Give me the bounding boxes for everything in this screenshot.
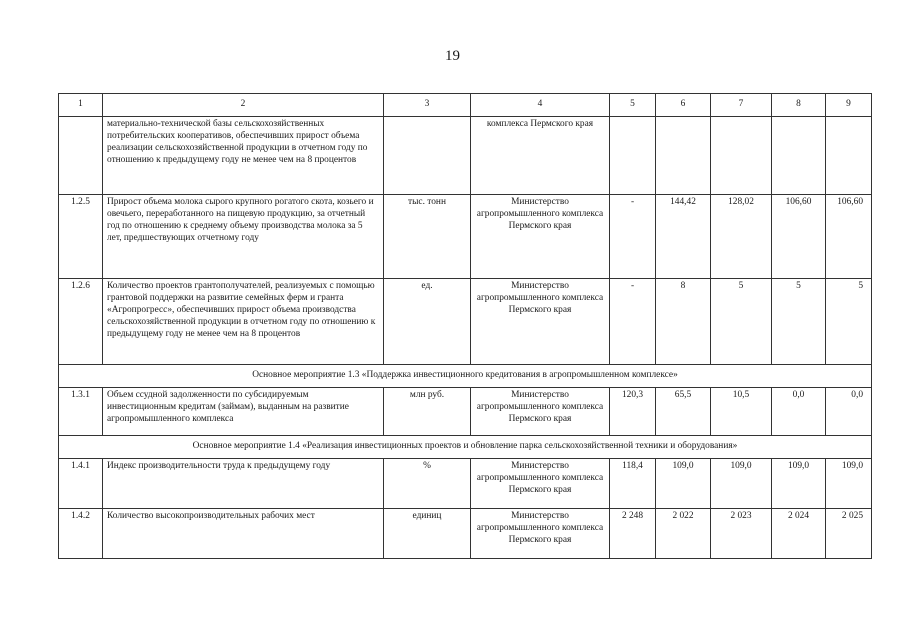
- value-cell: 128,02: [711, 195, 772, 279]
- indicator-name: Количество проектов грантополучателей, реализуемых с помощью грантовой поддержки на развитие семейных ферм и гранта «Агропрогресс», обеспечивших прирост объема производства сельскохозяйственной продукции в отчетном году по отношению к предыдущему году не менее чем на 8 процентов: [103, 279, 384, 365]
- header-cell: 7: [711, 94, 772, 117]
- indicator-name: Прирост объема молока сырого крупного рогатого скота, козьего и овечьего, переработанного на пищевую продукцию, за отчетный год по отношению к среднему объему производства молока за 5 лет, предшествующих отчетному году: [103, 195, 384, 279]
- responsible-cell: комплекса Пермского края: [471, 117, 610, 195]
- table-header-row: [59, 94, 872, 117]
- value-cell: 5: [826, 279, 872, 365]
- unit-cell: тыс. тонн: [384, 195, 471, 279]
- value-cell: 0,0: [772, 388, 826, 436]
- indicators-table: [58, 93, 872, 559]
- responsible-cell: Министерство агропромышленного комплекса Пермского края: [471, 509, 610, 559]
- value-cell: [826, 117, 872, 195]
- table-row: [59, 459, 872, 509]
- header-cell: 8: [772, 94, 826, 117]
- value-cell: 144,42: [656, 195, 711, 279]
- section-title: Основное мероприятие 1.4 «Реализация инвестиционных проектов и обновление парка сельскохозяйственной техники и оборудования»: [59, 436, 872, 459]
- responsible-cell: Министерство агропромышленного комплекса Пермского края: [471, 388, 610, 436]
- value-cell: 118,4: [610, 459, 656, 509]
- header-cell: 3: [384, 94, 471, 117]
- value-cell: 2 248: [610, 509, 656, 559]
- value-cell: [656, 117, 711, 195]
- table-row: [59, 509, 872, 559]
- value-cell: 10,5: [711, 388, 772, 436]
- header-cell: 5: [610, 94, 656, 117]
- responsible-cell: Министерство агропромышленного комплекса Пермского края: [471, 459, 610, 509]
- table-row: [59, 117, 872, 195]
- value-cell: 0,0: [826, 388, 872, 436]
- responsible-cell: Министерство агропромышленного комплекса Пермского края: [471, 279, 610, 365]
- row-number: [59, 117, 103, 195]
- row-number: 1.2.6: [59, 279, 103, 365]
- header-cell: 6: [656, 94, 711, 117]
- table-row: [59, 279, 872, 365]
- header-cell: 1: [59, 94, 103, 117]
- row-number: 1.3.1: [59, 388, 103, 436]
- unit-cell: ед.: [384, 279, 471, 365]
- row-number: 1.4.2: [59, 509, 103, 559]
- value-cell: 2 022: [656, 509, 711, 559]
- value-cell: 2 023: [711, 509, 772, 559]
- value-cell: 106,60: [826, 195, 872, 279]
- unit-cell: млн руб.: [384, 388, 471, 436]
- value-cell: [711, 117, 772, 195]
- value-cell: 8: [656, 279, 711, 365]
- value-cell: 65,5: [656, 388, 711, 436]
- header-cell: 9: [826, 94, 872, 117]
- value-cell: 109,0: [656, 459, 711, 509]
- unit-cell: единиц: [384, 509, 471, 559]
- value-cell: [772, 117, 826, 195]
- row-number: 1.2.5: [59, 195, 103, 279]
- section-title: Основное мероприятие 1.3 «Поддержка инвестиционного кредитования в агропромышленном комплексе»: [59, 365, 872, 388]
- unit-cell: [384, 117, 471, 195]
- table-row: [59, 388, 872, 436]
- unit-cell: %: [384, 459, 471, 509]
- value-cell: -: [610, 279, 656, 365]
- indicator-name: Индекс производительности труда к предыдущему году: [103, 459, 384, 509]
- value-cell: 120,3: [610, 388, 656, 436]
- responsible-cell: Министерство агропромышленного комплекса Пермского края: [471, 195, 610, 279]
- section-row: [59, 365, 872, 388]
- value-cell: 109,0: [772, 459, 826, 509]
- value-cell: 5: [772, 279, 826, 365]
- table-row: [59, 195, 872, 279]
- value-cell: 5: [711, 279, 772, 365]
- indicator-name: Объем ссудной задолженности по субсидируемым инвестиционным кредитам (займам), выданным на развитие агропромышленного комплекса: [103, 388, 384, 436]
- header-cell: 2: [103, 94, 384, 117]
- value-cell: 109,0: [826, 459, 872, 509]
- value-cell: [610, 117, 656, 195]
- value-cell: -: [610, 195, 656, 279]
- value-cell: 106,60: [772, 195, 826, 279]
- row-number: 1.4.1: [59, 459, 103, 509]
- indicator-name: Количество высокопроизводительных рабочих мест: [103, 509, 384, 559]
- indicator-name: материально-технической базы сельскохозяйственных потребительских кооперативов, обеспечивших прирост объема реализации сельскохозяйственной продукции в отчетном году по отношению к предыдущему году не менее чем на 8 процентов: [103, 117, 384, 195]
- header-cell: 4: [471, 94, 610, 117]
- section-row: [59, 436, 872, 459]
- page-number: 19: [445, 48, 460, 64]
- value-cell: 109,0: [711, 459, 772, 509]
- value-cell: 2 025: [826, 509, 872, 559]
- value-cell: 2 024: [772, 509, 826, 559]
